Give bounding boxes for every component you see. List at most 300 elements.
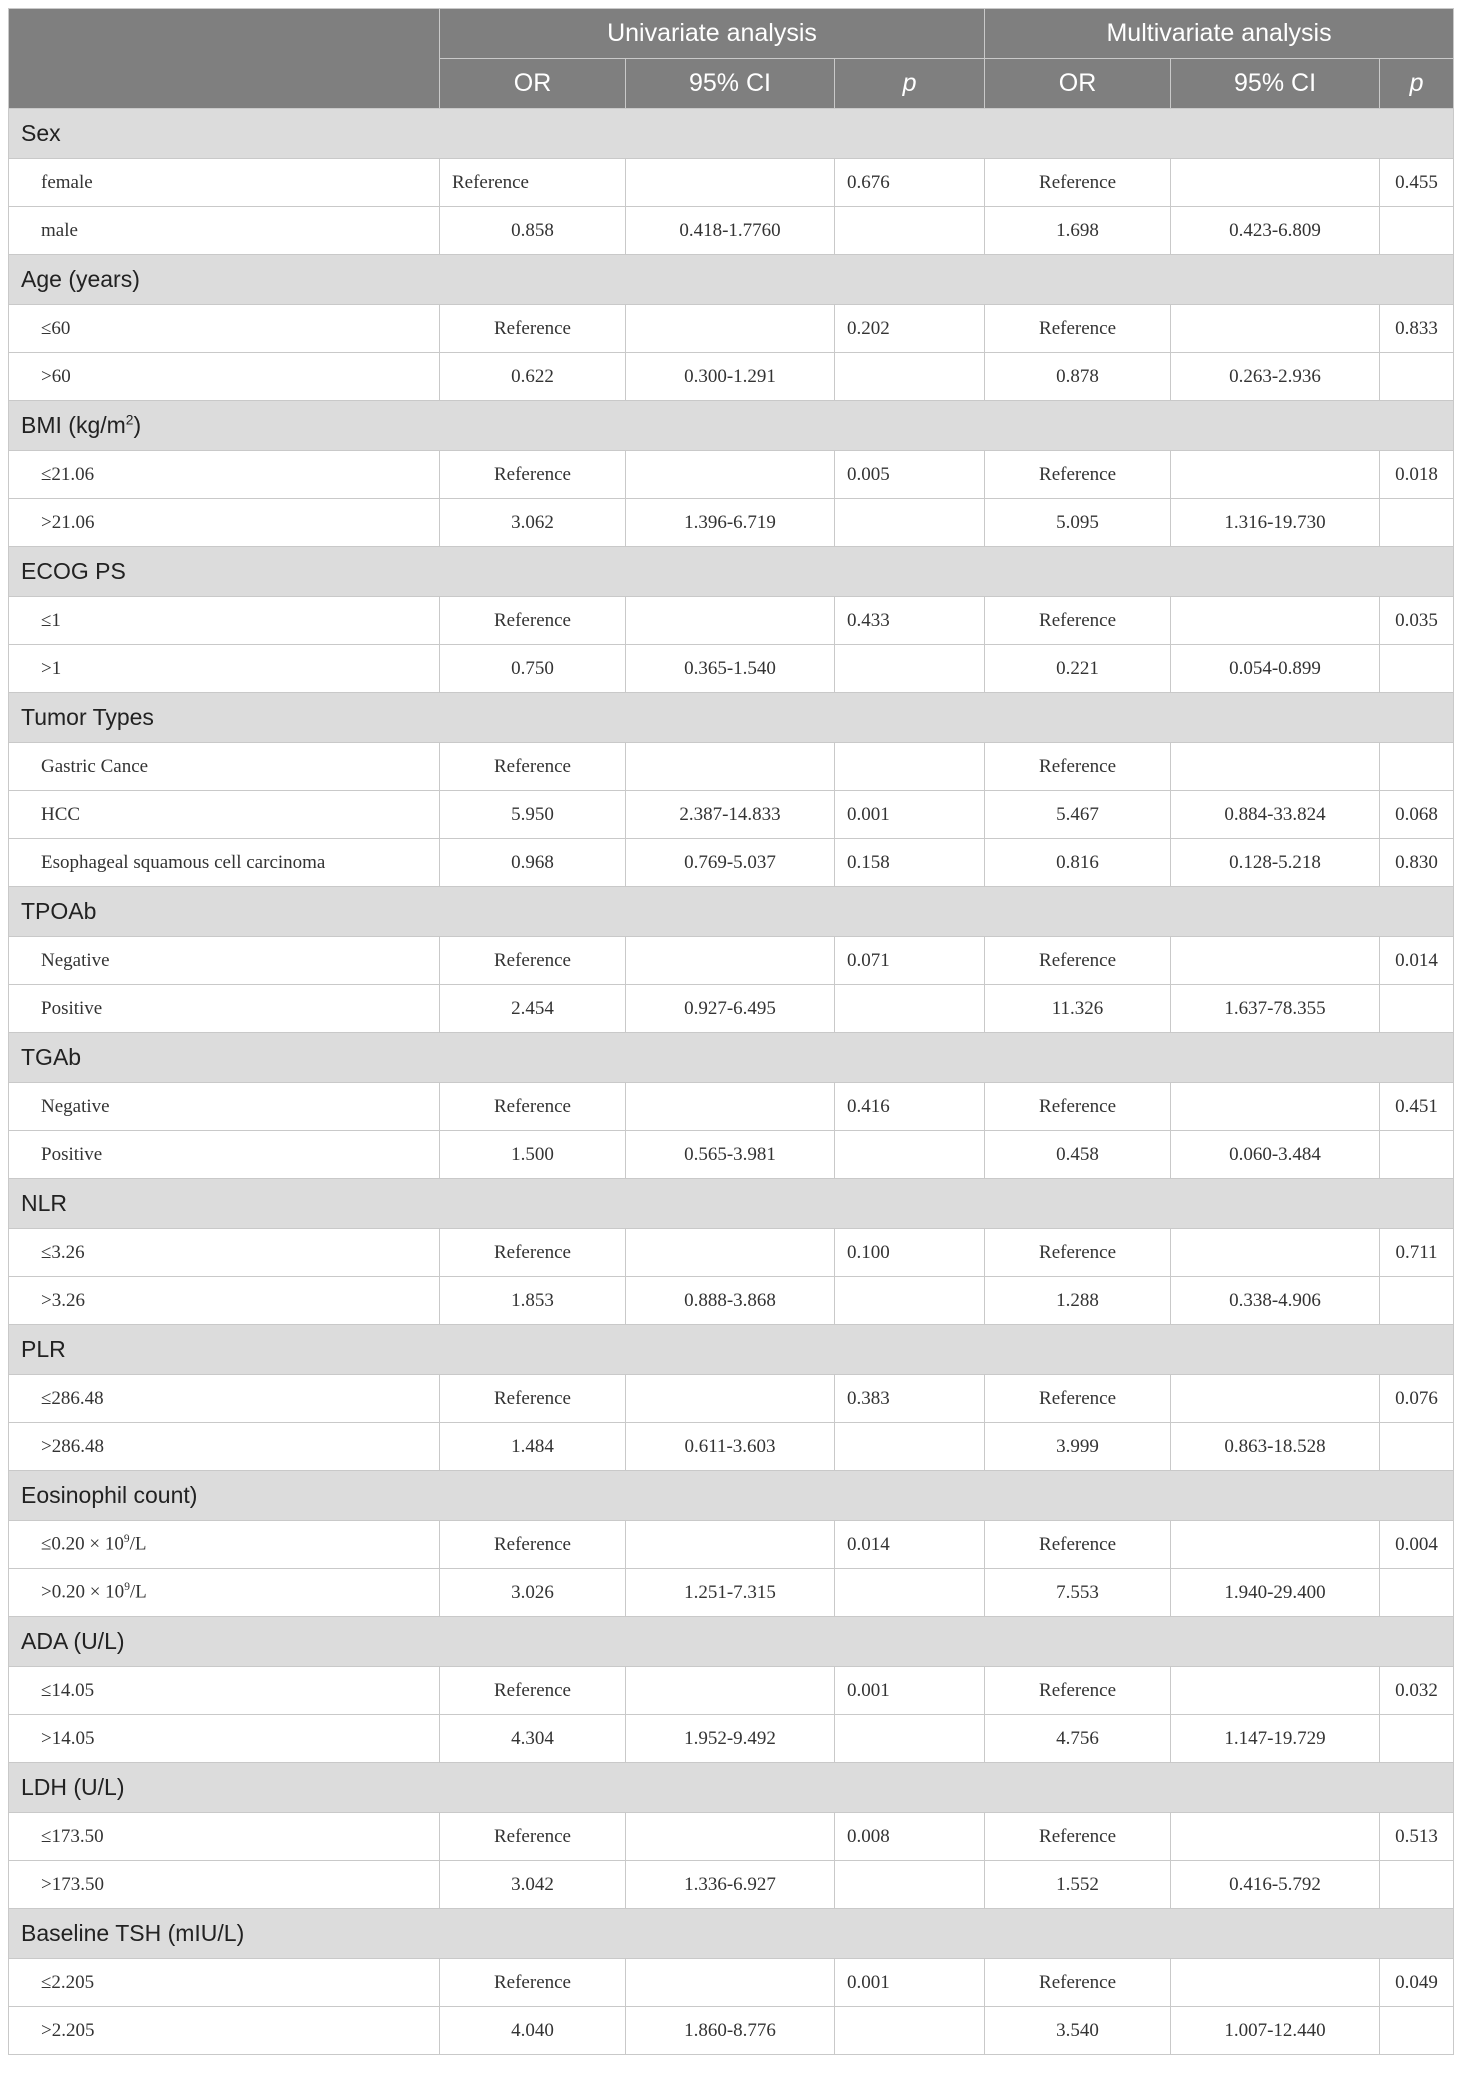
multivariate-or-cell: 5.095 — [985, 499, 1171, 547]
univariate-or-cell: 4.304 — [440, 1715, 626, 1763]
multivariate-p-cell: 0.018 — [1380, 451, 1454, 499]
univariate-p-cell: 0.001 — [835, 1959, 985, 2007]
table-row — [9, 937, 1454, 985]
group-title-superscript: 2 — [125, 412, 134, 428]
univariate-ci-cell — [626, 159, 835, 207]
group-title-cell — [9, 1909, 1454, 1959]
multivariate-ci-cell — [1171, 1813, 1380, 1861]
group-title-cell — [9, 1325, 1454, 1375]
row-label-cell — [9, 1131, 440, 1179]
multivariate-ci-cell: 1.147-19.729 — [1171, 1715, 1380, 1763]
univariate-p-cell: 0.001 — [835, 791, 985, 839]
group-header-row — [9, 1471, 1454, 1521]
univariate-p-cell — [835, 1861, 985, 1909]
univariate-or-cell: 1.500 — [440, 1131, 626, 1179]
row-label: Positive — [41, 1143, 103, 1165]
group-header-row — [9, 1325, 1454, 1375]
table-row — [9, 985, 1454, 1033]
multivariate-or-cell: Reference — [985, 1229, 1171, 1277]
multivariate-ci-cell — [1171, 743, 1380, 791]
table-row — [9, 1667, 1454, 1715]
row-label-cell — [9, 1813, 440, 1861]
univariate-ci-cell — [626, 1229, 835, 1277]
univariate-p-cell: 0.071 — [835, 937, 985, 985]
table-row — [9, 1959, 1454, 2007]
group-title-cell — [9, 255, 1454, 305]
multivariate-ci-cell — [1171, 451, 1380, 499]
group-header-row — [9, 547, 1454, 597]
row-label-cell — [9, 305, 440, 353]
row-label-cell — [9, 1277, 440, 1325]
multivariate-ci-cell: 1.316-19.730 — [1171, 499, 1380, 547]
row-label: HCC — [41, 803, 81, 825]
multivariate-p-cell — [1380, 2007, 1454, 2055]
univariate-or-cell: Reference — [440, 451, 626, 499]
univariate-ci-cell — [626, 1375, 835, 1423]
multivariate-or-cell: Reference — [985, 1813, 1171, 1861]
univariate-p-cell: 0.014 — [835, 1521, 985, 1569]
table-row — [9, 451, 1454, 499]
header-multivariate: Multivariate analysis — [985, 9, 1454, 59]
univariate-or-cell: Reference — [440, 159, 626, 207]
multivariate-p-cell — [1380, 743, 1454, 791]
univariate-or-cell: 5.950 — [440, 791, 626, 839]
row-label: Positive — [41, 997, 103, 1019]
univariate-or-cell: Reference — [440, 305, 626, 353]
group-header-row — [9, 109, 1454, 159]
univariate-ci-cell: 1.251-7.315 — [626, 1569, 835, 1617]
multivariate-ci-cell: 0.060-3.484 — [1171, 1131, 1380, 1179]
univariate-p-cell — [835, 645, 985, 693]
multivariate-p-cell: 0.451 — [1380, 1083, 1454, 1131]
row-label-cell — [9, 207, 440, 255]
multivariate-p-cell: 0.711 — [1380, 1229, 1454, 1277]
group-title: BMI (kg/m — [21, 412, 126, 438]
row-label: >14.05 — [41, 1727, 95, 1749]
multivariate-p-cell: 0.014 — [1380, 937, 1454, 985]
row-label: Negative — [41, 949, 110, 971]
row-label-cell — [9, 353, 440, 401]
group-header-row — [9, 887, 1454, 937]
multivariate-p-cell: 0.068 — [1380, 791, 1454, 839]
group-title: Baseline TSH (mIU/L) — [21, 1920, 245, 1946]
univariate-p-cell — [835, 207, 985, 255]
group-title: Age (years) — [21, 266, 140, 292]
multivariate-or-cell: 1.552 — [985, 1861, 1171, 1909]
univariate-ci-cell — [626, 1959, 835, 2007]
multivariate-or-cell: 0.816 — [985, 839, 1171, 887]
univariate-or-cell: Reference — [440, 743, 626, 791]
header-univariate-ci: 95% CI — [626, 59, 835, 109]
row-label: ≤14.05 — [41, 1679, 95, 1701]
group-title-cell — [9, 109, 1454, 159]
group-title: TGAb — [21, 1044, 82, 1070]
univariate-or-cell: 4.040 — [440, 2007, 626, 2055]
header-multivariate-ci: 95% CI — [1171, 59, 1380, 109]
multivariate-p-cell — [1380, 499, 1454, 547]
univariate-or-cell: 0.968 — [440, 839, 626, 887]
univariate-or-cell: 3.026 — [440, 1569, 626, 1617]
header-univariate-or: OR — [440, 59, 626, 109]
univariate-or-cell: Reference — [440, 1083, 626, 1131]
multivariate-ci-cell — [1171, 305, 1380, 353]
multivariate-ci-cell — [1171, 1229, 1380, 1277]
row-label-cell — [9, 1667, 440, 1715]
row-label: >2.205 — [41, 2019, 95, 2041]
multivariate-p-cell: 0.004 — [1380, 1521, 1454, 1569]
group-title-cell — [9, 401, 1454, 451]
row-label: >3.26 — [41, 1289, 85, 1311]
univariate-or-cell: Reference — [440, 1959, 626, 2007]
univariate-ci-cell — [626, 743, 835, 791]
row-label: female — [41, 171, 93, 193]
row-label-tail: /L — [129, 1581, 147, 1603]
univariate-or-cell: Reference — [440, 1813, 626, 1861]
group-title-cell — [9, 1179, 1454, 1229]
group-title: TPOAb — [21, 898, 97, 924]
multivariate-p-cell — [1380, 1131, 1454, 1179]
table-row — [9, 597, 1454, 645]
multivariate-p-cell: 0.035 — [1380, 597, 1454, 645]
table-row — [9, 207, 1454, 255]
univariate-or-cell: Reference — [440, 1229, 626, 1277]
row-label: Esophageal squamous cell carcinoma — [41, 851, 326, 873]
row-label: Negative — [41, 1095, 110, 1117]
table-row — [9, 1569, 1454, 1617]
row-label-cell — [9, 499, 440, 547]
univariate-ci-cell: 0.565-3.981 — [626, 1131, 835, 1179]
multivariate-or-cell: 0.221 — [985, 645, 1171, 693]
multivariate-p-cell: 0.049 — [1380, 1959, 1454, 2007]
univariate-ci-cell: 0.888-3.868 — [626, 1277, 835, 1325]
group-header-row — [9, 1617, 1454, 1667]
multivariate-ci-cell: 0.423-6.809 — [1171, 207, 1380, 255]
row-label-cell — [9, 1861, 440, 1909]
table-header — [9, 9, 1454, 109]
univariate-p-cell: 0.676 — [835, 159, 985, 207]
multivariate-or-cell: 4.756 — [985, 1715, 1171, 1763]
row-label-cell — [9, 1959, 440, 2007]
univariate-p-cell — [835, 2007, 985, 2055]
univariate-p-cell — [835, 353, 985, 401]
univariate-ci-cell: 0.300-1.291 — [626, 353, 835, 401]
univariate-ci-cell — [626, 937, 835, 985]
multivariate-p-cell: 0.830 — [1380, 839, 1454, 887]
multivariate-p-cell: 0.076 — [1380, 1375, 1454, 1423]
group-header-row — [9, 1909, 1454, 1959]
univariate-ci-cell: 0.769-5.037 — [626, 839, 835, 887]
row-label-cell — [9, 159, 440, 207]
group-title: ADA (U/L) — [21, 1628, 125, 1654]
univariate-or-cell: Reference — [440, 937, 626, 985]
row-label-superscript: 9 — [124, 1581, 130, 1594]
group-title-cell — [9, 1471, 1454, 1521]
univariate-ci-cell: 1.336-6.927 — [626, 1861, 835, 1909]
row-label-cell — [9, 1715, 440, 1763]
univariate-or-cell: Reference — [440, 1667, 626, 1715]
multivariate-p-cell — [1380, 1715, 1454, 1763]
univariate-ci-cell: 0.927-6.495 — [626, 985, 835, 1033]
row-label-cell — [9, 1521, 440, 1569]
table-row — [9, 353, 1454, 401]
group-title-cell — [9, 1763, 1454, 1813]
multivariate-or-cell: Reference — [985, 597, 1171, 645]
table-row — [9, 305, 1454, 353]
multivariate-p-cell: 0.513 — [1380, 1813, 1454, 1861]
univariate-or-cell: 1.484 — [440, 1423, 626, 1471]
univariate-ci-cell: 1.952-9.492 — [626, 1715, 835, 1763]
table-row — [9, 499, 1454, 547]
univariate-p-cell — [835, 1423, 985, 1471]
header-multivariate-p: p — [1380, 59, 1454, 109]
univariate-p-cell: 0.158 — [835, 839, 985, 887]
multivariate-or-cell: Reference — [985, 1959, 1171, 2007]
univariate-ci-cell: 0.365-1.540 — [626, 645, 835, 693]
multivariate-ci-cell — [1171, 159, 1380, 207]
header-univariate-p: p — [835, 59, 985, 109]
univariate-ci-cell: 2.387-14.833 — [626, 791, 835, 839]
header-blank — [9, 9, 440, 109]
univariate-ci-cell: 1.860-8.776 — [626, 2007, 835, 2055]
multivariate-p-cell — [1380, 985, 1454, 1033]
table-row — [9, 743, 1454, 791]
table-row — [9, 1813, 1454, 1861]
group-title: Tumor Types — [21, 704, 154, 730]
multivariate-or-cell: Reference — [985, 1083, 1171, 1131]
group-title-tail: ) — [133, 412, 142, 438]
row-label: >0.20 × 10 — [41, 1581, 125, 1603]
header-multivariate-or: OR — [985, 59, 1171, 109]
multivariate-ci-cell: 1.637-78.355 — [1171, 985, 1380, 1033]
multivariate-p-cell — [1380, 1277, 1454, 1325]
row-label-cell — [9, 1229, 440, 1277]
multivariate-ci-cell: 0.416-5.792 — [1171, 1861, 1380, 1909]
multivariate-p-cell: 0.032 — [1380, 1667, 1454, 1715]
group-header-row — [9, 401, 1454, 451]
row-label-cell — [9, 1083, 440, 1131]
multivariate-or-cell: 3.999 — [985, 1423, 1171, 1471]
multivariate-ci-cell: 0.128-5.218 — [1171, 839, 1380, 887]
results-table — [8, 8, 1454, 2055]
univariate-p-cell — [835, 743, 985, 791]
multivariate-p-cell: 0.455 — [1380, 159, 1454, 207]
univariate-p-cell: 0.416 — [835, 1083, 985, 1131]
multivariate-ci-cell — [1171, 1083, 1380, 1131]
row-label-cell — [9, 839, 440, 887]
univariate-or-cell: 1.853 — [440, 1277, 626, 1325]
table-row — [9, 2007, 1454, 2055]
univariate-or-cell: 3.062 — [440, 499, 626, 547]
row-label: Gastric Cance — [41, 755, 149, 777]
multivariate-ci-cell — [1171, 1667, 1380, 1715]
univariate-p-cell: 0.202 — [835, 305, 985, 353]
multivariate-ci-cell: 0.263-2.936 — [1171, 353, 1380, 401]
table-body — [9, 109, 1454, 2055]
group-title-cell — [9, 693, 1454, 743]
univariate-p-cell: 0.008 — [835, 1813, 985, 1861]
multivariate-or-cell: 0.878 — [985, 353, 1171, 401]
row-label-cell — [9, 985, 440, 1033]
group-header-row — [9, 1763, 1454, 1813]
univariate-p-cell: 0.100 — [835, 1229, 985, 1277]
multivariate-p-cell — [1380, 207, 1454, 255]
row-label-cell — [9, 451, 440, 499]
multivariate-or-cell: 1.288 — [985, 1277, 1171, 1325]
univariate-p-cell — [835, 1277, 985, 1325]
table-row — [9, 1521, 1454, 1569]
multivariate-or-cell: Reference — [985, 937, 1171, 985]
univariate-or-cell: 0.622 — [440, 353, 626, 401]
group-title: ECOG PS — [21, 558, 126, 584]
multivariate-p-cell — [1380, 353, 1454, 401]
multivariate-or-cell: Reference — [985, 1375, 1171, 1423]
group-title: PLR — [21, 1336, 66, 1362]
multivariate-or-cell: Reference — [985, 305, 1171, 353]
table-row — [9, 1083, 1454, 1131]
univariate-ci-cell — [626, 1667, 835, 1715]
multivariate-ci-cell — [1171, 1521, 1380, 1569]
table-row — [9, 1423, 1454, 1471]
row-label: >1 — [41, 657, 62, 679]
multivariate-or-cell: Reference — [985, 1667, 1171, 1715]
group-title: LDH (U/L) — [21, 1774, 125, 1800]
group-title: NLR — [21, 1190, 68, 1216]
group-title: Eosinophil count) — [21, 1482, 198, 1508]
row-label-cell — [9, 1375, 440, 1423]
multivariate-or-cell: Reference — [985, 451, 1171, 499]
univariate-p-cell: 0.433 — [835, 597, 985, 645]
row-label-cell — [9, 1423, 440, 1471]
row-label: male — [41, 219, 78, 241]
row-label: ≤286.48 — [41, 1387, 104, 1409]
row-label: ≤60 — [41, 317, 71, 339]
univariate-ci-cell: 0.418-1.7760 — [626, 207, 835, 255]
group-title-cell — [9, 1033, 1454, 1083]
univariate-ci-cell — [626, 451, 835, 499]
multivariate-or-cell: 1.698 — [985, 207, 1171, 255]
table-row — [9, 839, 1454, 887]
row-label: >286.48 — [41, 1435, 104, 1457]
row-label-superscript: 9 — [123, 1533, 130, 1546]
row-label-cell — [9, 1569, 440, 1617]
multivariate-or-cell: 11.326 — [985, 985, 1171, 1033]
row-label: ≤21.06 — [41, 463, 95, 485]
univariate-ci-cell — [626, 305, 835, 353]
multivariate-ci-cell: 1.940-29.400 — [1171, 1569, 1380, 1617]
univariate-p-cell — [835, 1715, 985, 1763]
header-univariate: Univariate analysis — [440, 9, 985, 59]
multivariate-or-cell: 5.467 — [985, 791, 1171, 839]
table-row — [9, 1229, 1454, 1277]
univariate-p-cell: 0.005 — [835, 451, 985, 499]
univariate-ci-cell — [626, 597, 835, 645]
multivariate-or-cell: 3.540 — [985, 2007, 1171, 2055]
row-label: ≤0.20 × 10 — [41, 1533, 124, 1555]
univariate-ci-cell — [626, 1813, 835, 1861]
table-row — [9, 645, 1454, 693]
univariate-ci-cell: 1.396-6.719 — [626, 499, 835, 547]
row-label-tail: /L — [129, 1533, 147, 1555]
row-label: ≤1 — [41, 609, 61, 631]
multivariate-or-cell: Reference — [985, 1521, 1171, 1569]
row-label: ≤3.26 — [41, 1241, 85, 1263]
group-title-cell — [9, 1617, 1454, 1667]
univariate-p-cell: 0.001 — [835, 1667, 985, 1715]
row-label: >21.06 — [41, 511, 95, 533]
multivariate-p-cell — [1380, 1861, 1454, 1909]
multivariate-or-cell: Reference — [985, 159, 1171, 207]
univariate-or-cell: 2.454 — [440, 985, 626, 1033]
univariate-ci-cell — [626, 1521, 835, 1569]
univariate-or-cell: Reference — [440, 1375, 626, 1423]
univariate-p-cell — [835, 1131, 985, 1179]
row-label-cell — [9, 2007, 440, 2055]
group-title: Sex — [21, 120, 61, 146]
row-label: ≤173.50 — [41, 1825, 104, 1847]
table-row — [9, 791, 1454, 839]
univariate-p-cell: 0.383 — [835, 1375, 985, 1423]
row-label-cell — [9, 791, 440, 839]
row-label-cell — [9, 645, 440, 693]
multivariate-ci-cell — [1171, 1375, 1380, 1423]
row-label: ≤2.205 — [41, 1971, 95, 1993]
group-header-row — [9, 1033, 1454, 1083]
univariate-ci-cell — [626, 1083, 835, 1131]
multivariate-ci-cell — [1171, 937, 1380, 985]
multivariate-ci-cell — [1171, 1959, 1380, 2007]
table-row — [9, 1375, 1454, 1423]
univariate-or-cell: 0.750 — [440, 645, 626, 693]
multivariate-ci-cell: 0.338-4.906 — [1171, 1277, 1380, 1325]
multivariate-p-cell — [1380, 645, 1454, 693]
univariate-p-cell — [835, 499, 985, 547]
multivariate-ci-cell: 0.054-0.899 — [1171, 645, 1380, 693]
univariate-p-cell — [835, 1569, 985, 1617]
table-row — [9, 1715, 1454, 1763]
row-label-cell — [9, 937, 440, 985]
univariate-p-cell — [835, 985, 985, 1033]
multivariate-p-cell: 0.833 — [1380, 305, 1454, 353]
multivariate-ci-cell: 0.884-33.824 — [1171, 791, 1380, 839]
multivariate-ci-cell: 0.863-18.528 — [1171, 1423, 1380, 1471]
multivariate-ci-cell: 1.007-12.440 — [1171, 2007, 1380, 2055]
multivariate-or-cell: 7.553 — [985, 1569, 1171, 1617]
group-header-row — [9, 255, 1454, 305]
table-row — [9, 1131, 1454, 1179]
univariate-or-cell: 3.042 — [440, 1861, 626, 1909]
univariate-or-cell: 0.858 — [440, 207, 626, 255]
row-label: >60 — [41, 365, 71, 387]
multivariate-p-cell — [1380, 1423, 1454, 1471]
table-row — [9, 1277, 1454, 1325]
row-label-cell — [9, 743, 440, 791]
multivariate-p-cell — [1380, 1569, 1454, 1617]
multivariate-ci-cell — [1171, 597, 1380, 645]
multivariate-or-cell: Reference — [985, 743, 1171, 791]
group-title-cell — [9, 547, 1454, 597]
table-row — [9, 1861, 1454, 1909]
univariate-or-cell: Reference — [440, 1521, 626, 1569]
univariate-ci-cell: 0.611-3.603 — [626, 1423, 835, 1471]
row-label: >173.50 — [41, 1873, 104, 1895]
univariate-or-cell: Reference — [440, 597, 626, 645]
table-row — [9, 159, 1454, 207]
multivariate-or-cell: 0.458 — [985, 1131, 1171, 1179]
row-label-cell — [9, 597, 440, 645]
group-title-cell — [9, 887, 1454, 937]
group-header-row — [9, 1179, 1454, 1229]
group-header-row — [9, 693, 1454, 743]
